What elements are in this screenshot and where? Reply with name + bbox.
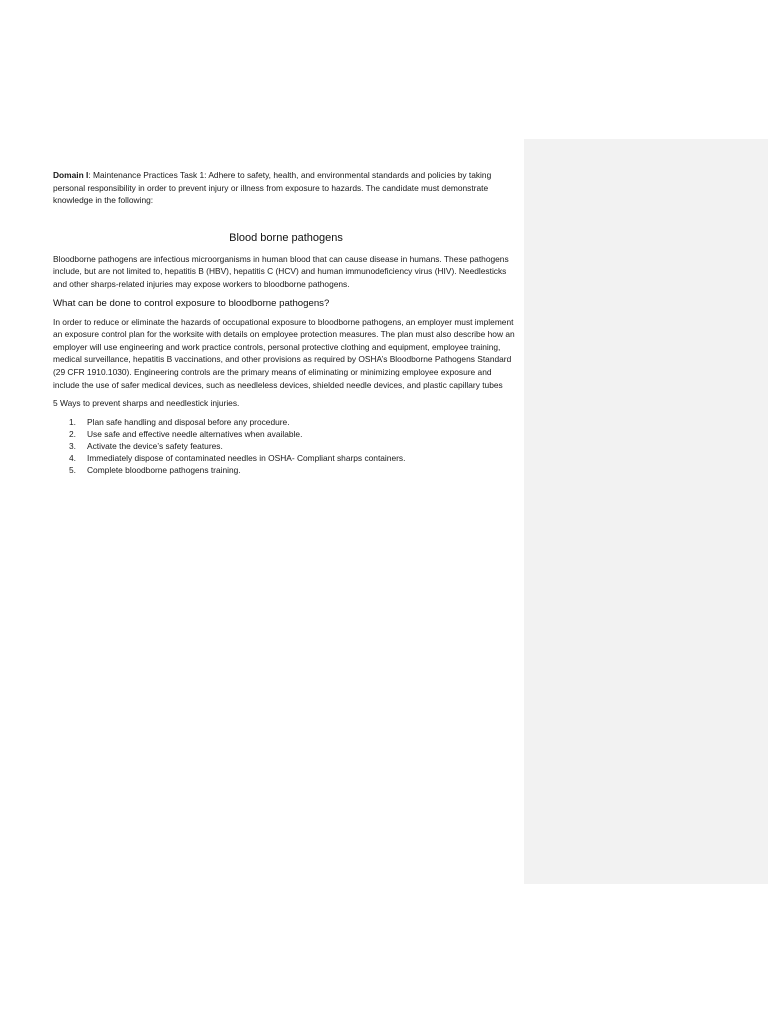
- list-item-text: Use safe and effective needle alternatives when available.: [87, 428, 303, 439]
- list-item: [53, 428, 519, 440]
- list-item-number: 5.: [69, 464, 76, 475]
- list-item-text: Activate the device’s safety features.: [87, 440, 223, 451]
- document-title: Blood borne pathogens: [229, 231, 343, 244]
- document-body: [53, 169, 519, 476]
- list-item: [53, 440, 519, 452]
- paragraph-definition: Bloodborne pathogens are infectious microorganisms in human blood that can cause disease in humans. These pathogens include, but are not limited to, hepatitis B (HBV), hepatitis C (HCV) and human immunodeficiency virus (HIV). Needlesticks and other sharps-related injuries may expose workers to bloodborne pathogens.: [53, 253, 509, 289]
- paragraph-controls: In order to reduce or eliminate the hazards of occupational exposure to bloodborne pathogens, an employer must implement an exposure control plan for the worksite with details on employee protection measures. The plan must also describe how an employer will use engineering and work practice controls, personal protective clothing and equipment, employee training, medical surveillance, hepatitis B vaccinations, and other provisions as required by OSHA’s Bloodborne Pathogens Standard (29 CFR 1910.1030). Engineering controls are the primary means of eliminating or minimizing employee exposure and include the use of safer medical devices, such as needleless devices, shielded needle devices, and plastic capillary tubes: [53, 316, 515, 390]
- list-item: [53, 452, 519, 464]
- list-item: [53, 416, 519, 428]
- ways-title: 5 Ways to prevent sharps and needlestick injuries.: [53, 398, 240, 409]
- list-item-number: 1.: [69, 416, 76, 427]
- intro-text: : Maintenance Practices Task 1: Adhere to safety, health, and environmental standards and policies by taking personal responsibility in order to prevent injury or illness from exposure to hazards. The candidate must demonstrate knowledge in the following:: [53, 170, 492, 206]
- list-item-number: 3.: [69, 440, 76, 451]
- list-item-number: 2.: [69, 428, 76, 439]
- domain-label: Domain I: [53, 170, 89, 180]
- ways-list: [53, 416, 519, 476]
- list-item-text: Plan safe handling and disposal before any procedure.: [87, 416, 290, 427]
- list-item-text: Complete bloodborne pathogens training.: [87, 464, 241, 475]
- intro-paragraph: [53, 169, 519, 207]
- section-subheading: What can be done to control exposure to bloodborne pathogens?: [53, 297, 330, 309]
- list-item-text: Immediately dispose of contaminated needles in OSHA- Compliant sharps containers.: [87, 452, 406, 463]
- comment-pane: [524, 139, 768, 884]
- list-item-number: 4.: [69, 452, 76, 463]
- list-item: [53, 464, 519, 476]
